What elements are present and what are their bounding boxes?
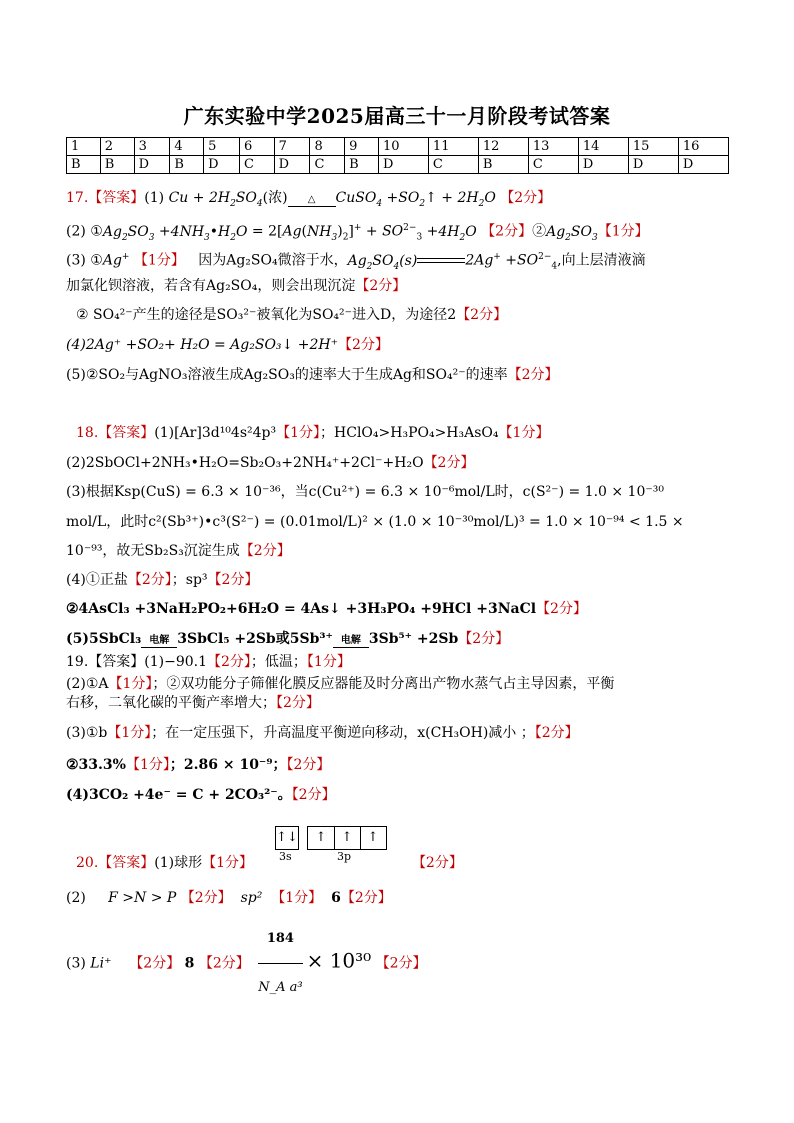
q18-p5a: (5)5SbCl₃ — [66, 631, 142, 647]
q20-times: × 10³⁰ — [306, 948, 372, 973]
score-tag: 【2分】 — [207, 654, 251, 670]
score-tag: 【1分】 — [125, 757, 170, 773]
q20-p3c: 8 — [184, 955, 195, 972]
table-cell-answer: D — [378, 156, 428, 174]
heat-condition — [288, 195, 336, 207]
fraction-numerator: 184 — [258, 915, 302, 964]
q18-line-3 — [66, 483, 664, 501]
score-tag: 【2分】 — [481, 223, 533, 240]
q19-p4: (4)3CO₂ +4e⁻ = C + 2CO₃²⁻。 — [66, 787, 292, 803]
table-cell-answer: C — [428, 156, 478, 174]
q17-p3-text-2: 向上层清液滴 — [561, 252, 646, 269]
q17-line-6 — [66, 336, 389, 354]
q18-line-4 — [66, 513, 684, 531]
q18-p4b: ；sp³ — [171, 572, 208, 588]
table-cell-answer: D — [134, 156, 170, 174]
q20-p2d: 6 — [331, 890, 341, 906]
q18-head: 18.【答案】 — [76, 425, 155, 441]
score-tag: 【2分】 — [355, 278, 407, 294]
q17-line-7 — [66, 366, 559, 384]
score-tag: 【2分】 — [500, 190, 552, 206]
table-cell-answer: B — [170, 156, 204, 174]
score-tag: 【2分】 — [411, 855, 463, 871]
score-tag: 【2分】 — [507, 367, 559, 383]
q19-p2b: ；②双功能分子筛催化膜反应器能及时分离出产物水蒸气占主导因素，平衡 — [152, 676, 615, 692]
table-cell-number: 7 — [274, 138, 310, 156]
table-cell-number: 15 — [628, 138, 678, 156]
score-tag: 【1分】 — [271, 890, 323, 906]
q18-p3b: mol/L，此时c²(Sb³⁺)•c³(S²⁻) = (0.01mol/L)² × (1.0 × 10⁻³⁰mol/L)³ = 1.0 × 10⁻⁹⁴ < 1.5 × — [66, 514, 684, 530]
score-tag: 【1分】 — [202, 855, 254, 871]
q20-head: 20.【答案】 — [76, 855, 155, 871]
q19-line-2 — [66, 675, 614, 693]
score-tag: 【1分】 — [597, 223, 649, 240]
table-cell-number: 4 — [170, 138, 204, 156]
table-cell-number: 11 — [428, 138, 478, 156]
score-tag: 【2分】 — [276, 695, 320, 711]
score-tag: 【2分】 — [180, 890, 232, 906]
q19-line-1 — [66, 653, 351, 671]
score-tag: 【1分】 — [107, 725, 152, 741]
table-cell-number: 9 — [345, 138, 379, 156]
orbital-3p-cell: ↑ — [367, 830, 379, 845]
table-cell-answer: D — [578, 156, 628, 174]
score-tag: 【2分】 — [291, 787, 336, 803]
electrolysis-label: 电解 — [340, 635, 361, 646]
q20-line-2 — [66, 889, 392, 907]
score-tag: 【2分】 — [286, 757, 331, 773]
table-cell-number: 8 — [310, 138, 345, 156]
table-cell-number: 6 — [239, 138, 274, 156]
q18-line-1 — [76, 424, 549, 442]
q19-p2c: 右移，二氧化碳的平衡产率增大； — [66, 695, 276, 711]
table-cell-answer: D — [628, 156, 678, 174]
q18-p3a: (3)根据Ksp(CuS) = 6.3 × 10⁻³⁶，当c(Cu²⁺) = 6.3 × 10⁻⁶mol/L时，c(S²⁻) = 1.0 × 10⁻³⁰ — [66, 484, 664, 500]
score-tag: 【2分】 — [536, 601, 587, 617]
q19-line-4 — [66, 724, 579, 742]
q18-line-2 — [66, 454, 474, 472]
orbital-3p-label: 3p — [337, 850, 352, 863]
q19-p3: (3)①b — [66, 725, 108, 741]
electrolysis-label: 电解 — [149, 635, 170, 646]
table-cell-number: 14 — [578, 138, 628, 156]
electrolysis-arrow — [141, 636, 177, 648]
answer-table — [66, 137, 729, 174]
table-cell-number: 10 — [378, 138, 428, 156]
q17-p4: (4)2Ag⁺ +SO₂+ H₂O = Ag₂SO₃↓ +2H⁺ — [66, 337, 338, 353]
q18-p2: (2)2SbOCl+2NH₃•H₂O=Sb₂O₃+2NH₄⁺+2Cl⁻+H₂O — [66, 455, 424, 471]
score-tag: 【2分】 — [129, 955, 181, 972]
q17-p2-label: (2) — [66, 223, 86, 240]
table-cell-answer: C — [528, 156, 578, 174]
table-cell-answer: C — [239, 156, 274, 174]
q17-line-3: (3) ①Ag+ 【1分】 因为Ag₂SO₄微溶于水，$Ag_2SO_4(s)$ $2Ag^+ +SO^{2-}_4$,向上层清液滴 — [66, 252, 646, 272]
q18-line-7 — [66, 600, 587, 618]
q20-line-1 — [76, 854, 463, 872]
table-row-numbers — [67, 138, 729, 156]
score-tag: 【2分】 — [340, 890, 392, 906]
q19-p2: (2)①A — [66, 676, 109, 692]
q17-p3-text: 因为Ag₂SO₄微溶于水， — [198, 252, 348, 269]
q17-head: 17.【答案】 — [66, 190, 145, 206]
q17-p5: (5)②SO₂与AgNO₃溶液生成Ag₂SO₃的速率大于生成Ag和SO₄²⁻的速率 — [66, 367, 508, 383]
page-title: 广东实验中学2025届高三十一月阶段考试答案 — [183, 104, 611, 128]
q17-line-4 — [66, 277, 406, 295]
score-tag: 【1分】 — [276, 425, 321, 441]
table-cell-answer: C — [310, 156, 345, 174]
q19-line-5 — [66, 756, 330, 774]
q19-line-6 — [66, 786, 336, 804]
orbital-3s — [275, 826, 299, 850]
q19-p3d: ；2.86 × 10⁻⁹； — [169, 757, 287, 773]
q20-p2b: F >N > P — [108, 890, 177, 906]
score-tag: 【1分】 — [306, 654, 351, 670]
q19-p3b: ；在一定压强下，升高温度平衡逆向移动，x(CH₃OH)减小 ； — [151, 725, 535, 741]
density-fraction — [258, 915, 302, 1012]
score-tag: 【2分】 — [198, 955, 250, 972]
orbital-3s-label: 3s — [279, 850, 292, 863]
score-tag: 【2分】 — [337, 337, 389, 353]
q18-p3c: 10⁻⁹³，故无Sb₂S₃沉淀生成 — [66, 543, 240, 559]
q17-line-5 — [76, 306, 507, 324]
table-cell-number: 13 — [528, 138, 578, 156]
score-tag: 【1分】 — [108, 676, 153, 692]
q18-p4c: ②4AsCl₃ +3NaH₂PO₂+6H₂O = 4As↓ +3H₃PO₄ +9HCl +3NaCl — [66, 601, 537, 617]
fraction-denominator: N_A a³ — [258, 980, 303, 995]
q18-line-5 — [66, 542, 291, 560]
table-cell-answer: B — [100, 156, 134, 174]
q18-line-8 — [66, 630, 509, 648]
electrolysis-arrow — [333, 636, 369, 648]
score-tag: 【2分】 — [456, 307, 508, 323]
q18-line-6 — [66, 571, 258, 589]
q20-p3b: Li⁺ — [90, 955, 112, 972]
reversible-arrow — [417, 256, 465, 266]
score-tag: 【1分】 — [133, 252, 185, 269]
score-tag: 【2分】 — [534, 725, 579, 741]
q19-p1b: ；低温； — [250, 654, 307, 670]
table-cell-answer: B — [478, 156, 528, 174]
table-row-answers — [67, 156, 729, 174]
table-cell-number: 12 — [478, 138, 528, 156]
q20-p2a: (2) — [66, 890, 86, 906]
q18-p4a: (4)①正盐 — [66, 572, 128, 588]
q20-line-3 — [66, 915, 427, 1012]
q17-line-2: (2) $①Ag_2SO_3$ $+4NH_3•H_2O = 2[Ag(NH_3)_2]^+ + SO^{2-}_3 +4H_2O$ 【2分】$②Ag_2SO_3$【1分】 — [66, 223, 649, 243]
q17-line-1: 17.【答案】(1) $Cu + 2H_2SO_4$(浓) △ CuSO$_4$ $+SO_2↑ + 2H_2O$ 【2分】 — [66, 190, 552, 209]
q20-p2c: sp² — [240, 890, 263, 906]
q20-p1: (1)球形 — [154, 855, 203, 871]
q17-p1-label: (1) — [144, 190, 165, 206]
q19-line-3 — [66, 694, 320, 712]
orbital-3p-cell: ↑ — [308, 827, 335, 849]
q18-p1: (1)[Ar]3d¹⁰4s²4p³ — [154, 425, 277, 441]
table-cell-answer: B — [67, 156, 101, 174]
table-cell-number: 3 — [134, 138, 170, 156]
orbital-3s-cell: ↑↓ — [276, 830, 298, 845]
heat-symbol: △ — [307, 194, 316, 205]
score-tag: 【2分】 — [458, 631, 510, 647]
q17-p3b: ② SO₄²⁻产生的途径是SO₃²⁻被氧化为SO₄²⁻进入D，为途径2 — [76, 307, 457, 323]
table-cell-number: 2 — [100, 138, 134, 156]
score-tag: 【2分】 — [423, 455, 475, 471]
q18-p5b: 3SbCl₅ +2Sb或5Sb³⁺ — [177, 631, 333, 647]
table-cell-answer: B — [345, 156, 379, 174]
score-tag: 【2分】 — [207, 572, 259, 588]
score-tag: 【2分】 — [127, 572, 172, 588]
table-cell-answer: D — [204, 156, 240, 174]
q17-p3-line2: 加氯化钡溶液，若含有Ag₂SO₄，则会出现沉淀 — [66, 278, 356, 294]
q19-p1: 19.【答案】(1)−90.1 — [66, 654, 207, 670]
score-tag: 【1分】 — [498, 425, 550, 441]
score-tag: 【2分】 — [239, 543, 291, 559]
score-tag: 【2分】 — [375, 955, 427, 972]
q18-p1b: ；HClO₄>H₃PO₄>H₃AsO₄ — [320, 425, 499, 441]
orbital-3p — [307, 826, 387, 850]
q19-p3c: ②33.3% — [66, 757, 126, 773]
table-cell-number: 16 — [678, 138, 728, 156]
q18-p5c: 3Sb⁵⁺ +2Sb — [368, 631, 459, 647]
q17-conc: (浓) — [262, 190, 288, 206]
table-cell-number: 5 — [204, 138, 240, 156]
orbital-3p-cell: ↑ — [334, 827, 361, 849]
q20-p3a: (3) — [66, 955, 86, 972]
table-cell-answer: D — [678, 156, 728, 174]
table-cell-number: 1 — [67, 138, 101, 156]
table-cell-answer: D — [274, 156, 310, 174]
